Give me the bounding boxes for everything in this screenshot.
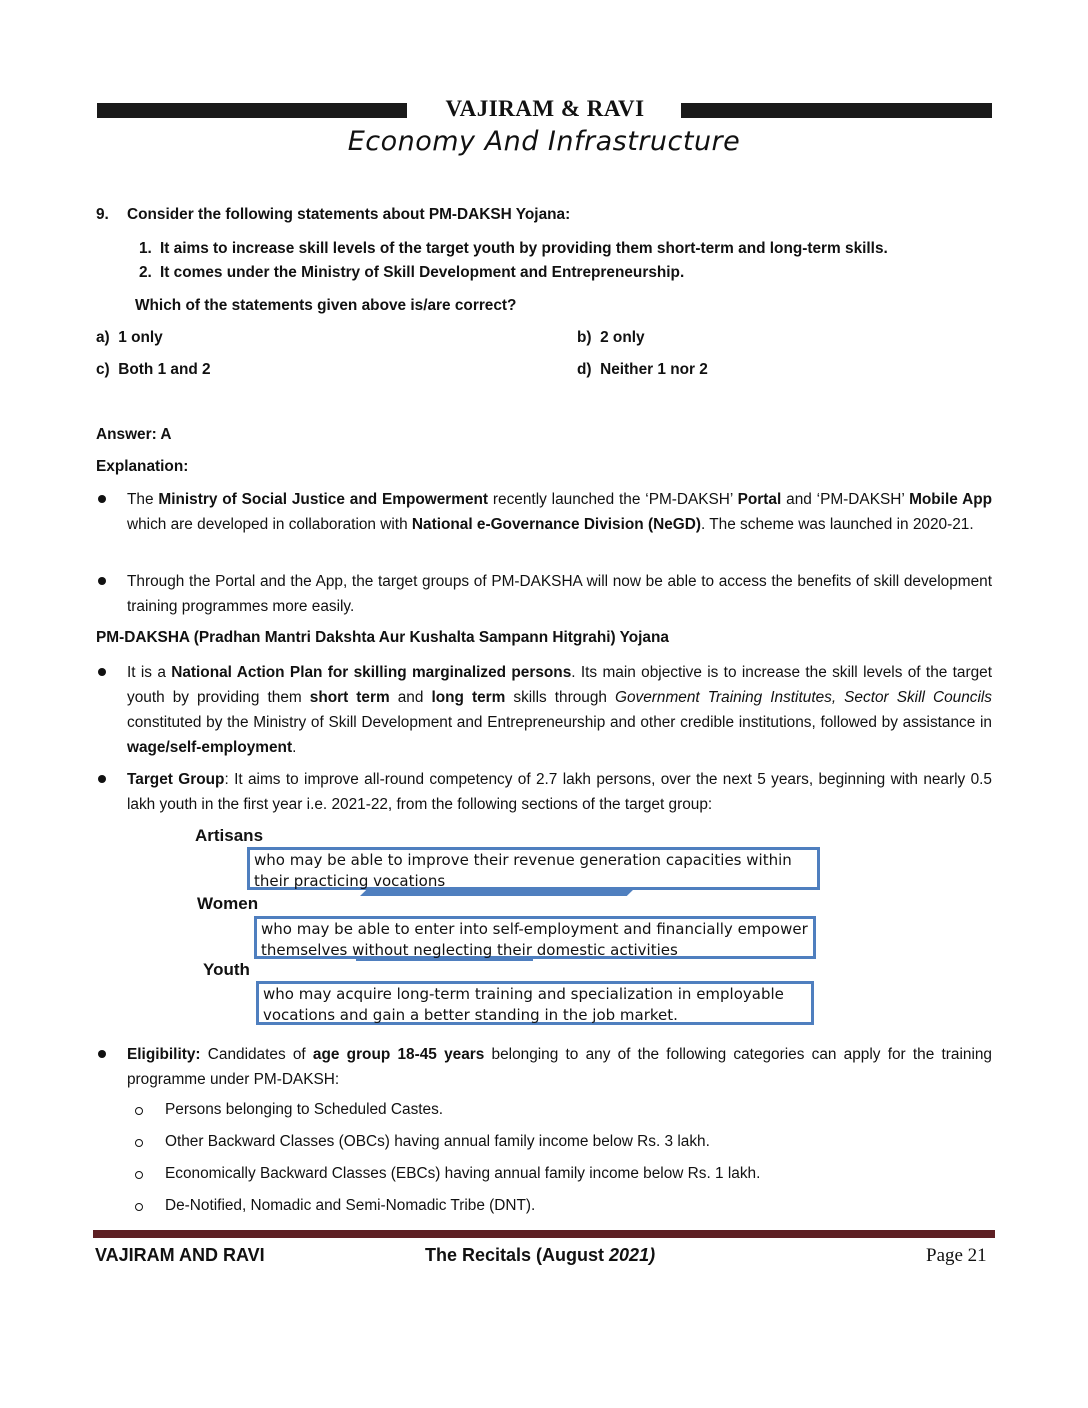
bullet-icon <box>98 1050 106 1058</box>
target-group-label: Youth <box>203 960 250 979</box>
sub-bullet-icon <box>135 1139 143 1147</box>
header-rule-left <box>97 103 407 118</box>
text-run: Portal <box>737 491 782 508</box>
option-text: 2 only <box>600 329 645 346</box>
header-subject: Economy And Infrastructure <box>347 126 741 157</box>
text-run: constituted by the Ministry of Skill Development and Entrepreneurship and other credible institutions, followed by assistance in <box>127 714 992 731</box>
statement-text: It aims to increase skill levels of the target youth by providing them short-term and long-term skills. <box>160 240 888 257</box>
target-group-box: who may acquire long-term training and specialization in employable vocations and gain a better standing in the job market. <box>256 981 814 1025</box>
bullet-icon <box>98 495 106 503</box>
statement-number: 2. <box>139 264 152 281</box>
text-run: : It aims to improve all-round competency of 2.7 lakh persons, over the next 5 years, beginning with nearly 0.5 lakh youth in the first year i.e. 2021-22, from the following sections of the target group: <box>127 771 992 813</box>
explanation-label: Explanation: <box>96 458 189 475</box>
option-c[interactable] <box>96 361 211 379</box>
text-run: National Action Plan for skilling marginalized persons <box>171 664 572 681</box>
footer-title: The Recitals (August <box>425 1245 610 1265</box>
question-prompt: Which of the statements given above is/are correct? <box>135 297 517 314</box>
text-run: belonging to any of the following categories can apply for the training programme under PM-DAKSH: <box>127 1046 992 1088</box>
answer: Answer: A <box>96 426 172 443</box>
bullet-icon <box>98 775 106 783</box>
text-run: It is a <box>127 664 172 681</box>
sub-bullet-text: Economically Backward Classes (EBCs) having annual family income below Rs. 1 lakh. <box>165 1165 761 1182</box>
explanation-bullet <box>127 487 992 537</box>
text-run: recently launched the ‘PM-DAKSH’ <box>488 491 738 508</box>
text-run: Candidates of <box>200 1046 313 1063</box>
option-key: b) <box>577 329 592 346</box>
text-run: . Its main objective is to increase the skill levels of the target youth by providing them <box>127 664 993 706</box>
text-run: Government Training Institutes, Sector Skill Councils <box>615 689 992 706</box>
bullet-icon <box>98 577 106 585</box>
text-run: National e-Governance Division (NeGD) <box>411 516 701 533</box>
text-run: Eligibility: <box>127 1046 201 1063</box>
question-number: 9. <box>96 206 109 223</box>
target-group-label: Women <box>197 894 259 913</box>
target-group-box: who may be able to enter into self-employment and financially empower themselves without neglecting their domestic activities <box>254 916 816 959</box>
text-run: which are developed in collaboration with <box>127 516 412 533</box>
option-text: Neither 1 nor 2 <box>600 361 708 378</box>
footer-rule <box>93 1230 995 1238</box>
option-text: 1 only <box>118 329 163 346</box>
footer-center <box>425 1245 655 1266</box>
sub-bullet-icon <box>135 1107 143 1115</box>
statement-number: 1. <box>139 240 152 257</box>
text-run: Ministry of Social Justice and Empowerment <box>158 491 489 508</box>
explanation-bullet <box>127 660 992 760</box>
option-key: a) <box>96 329 110 346</box>
option-key: c) <box>96 361 110 378</box>
target-group-label: Artisans <box>195 826 264 845</box>
header-brand: VAJIRAM & RAVI <box>445 96 645 121</box>
text-run: . <box>292 739 297 756</box>
sub-bullet-text: Other Backward Classes (OBCs) having annual family income below Rs. 3 lakh. <box>165 1133 710 1150</box>
text-run: skills through <box>505 689 616 706</box>
header-rule-right <box>681 103 992 118</box>
page-number: Page 21 <box>926 1245 987 1266</box>
text-run: Target Group <box>127 771 225 788</box>
text-run: and ‘PM-DAKSH’ <box>781 491 910 508</box>
text-run: Mobile App <box>909 491 993 508</box>
text-run: . The scheme was launched in 2020-21. <box>700 516 974 533</box>
text-run: long term <box>431 689 506 706</box>
footer-year: 2021) <box>609 1245 656 1265</box>
question-stem: Consider the following statements about PM-DAKSH Yojana: <box>127 206 571 223</box>
text-run: and <box>389 689 432 706</box>
sub-bullet-icon <box>135 1171 143 1179</box>
section-heading: PM-DAKSHA (Pradhan Mantri Dakshta Aur Kushalta Sampann Hitgrahi) Yojana <box>96 629 669 646</box>
sub-bullet-text: De-Notified, Nomadic and Semi-Nomadic Tribe (DNT). <box>165 1197 536 1214</box>
option-b[interactable] <box>577 329 645 347</box>
option-text: Both 1 and 2 <box>118 361 211 378</box>
explanation-bullet <box>127 569 992 619</box>
text-run: short term <box>309 689 390 706</box>
explanation-bullet <box>127 1042 992 1092</box>
sub-bullet-text: Persons belonging to Scheduled Castes. <box>165 1101 444 1118</box>
option-key: d) <box>577 361 592 378</box>
option-d[interactable] <box>577 361 708 379</box>
text-run: age group 18-45 years <box>312 1046 485 1063</box>
option-a[interactable] <box>96 329 163 347</box>
text-run: The <box>127 491 159 508</box>
footer-left: VAJIRAM AND RAVI <box>95 1245 265 1265</box>
text-run: Through the Portal and the App, the target groups of PM-DAKSHA will now be able to access the benefits of skill development training programmes more easily. <box>127 573 992 615</box>
sub-bullet-icon <box>135 1203 143 1211</box>
statement-text: It comes under the Ministry of Skill Development and Entrepreneurship. <box>160 264 685 281</box>
target-group-box: who may be able to improve their revenue generation capacities within their practicing vocations <box>247 847 820 890</box>
bullet-icon <box>98 668 106 676</box>
explanation-bullet <box>127 767 992 817</box>
text-run: wage/self-employment <box>127 739 293 756</box>
